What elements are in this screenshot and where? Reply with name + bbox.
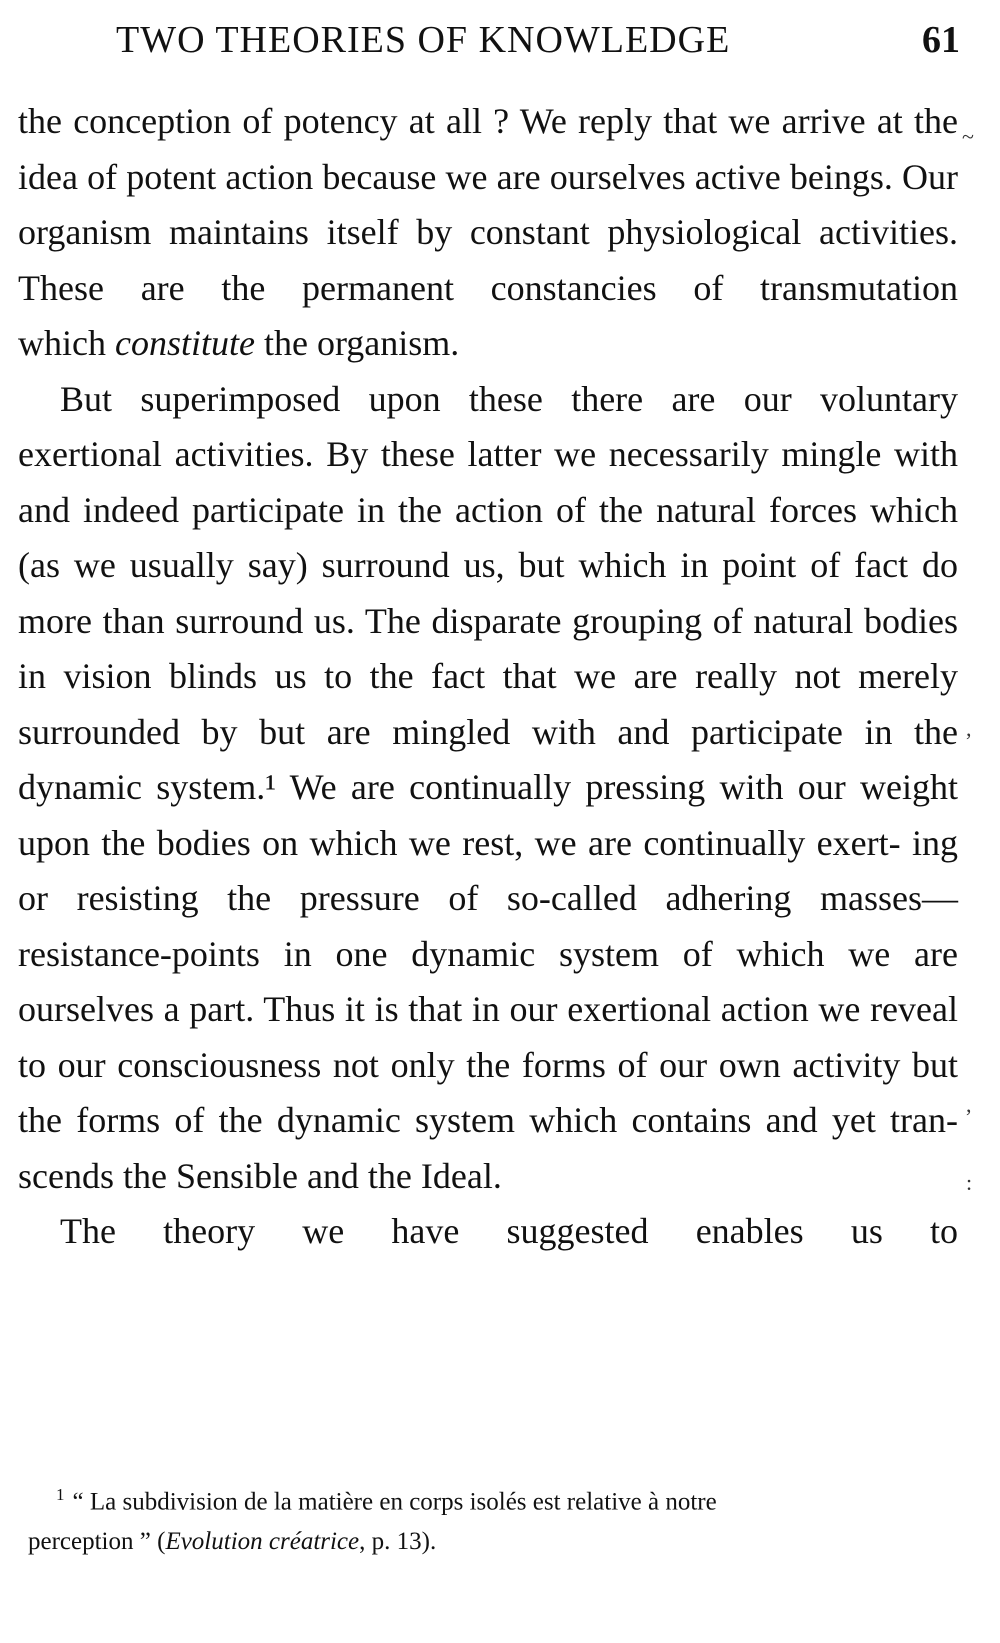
footnote-line-1: [28, 1475, 958, 1522]
running-title: TWO THEORIES OF KNOWLEDGE: [116, 19, 731, 61]
paragraph-2: [18, 372, 958, 1205]
text-line: ing or resisting the pressure of so-called adhering: [18, 822, 959, 918]
text-line: than surround us. The disparate grouping of natural: [102, 600, 854, 641]
text-line: the dynamic system which contains and yet tran-: [218, 1100, 959, 1140]
text-line: are the permanent constancies of transmutation: [140, 267, 958, 308]
text-line: masses—resistance-points in one dynamic system of: [18, 878, 958, 974]
text-fragment: the organism.: [254, 323, 460, 363]
margin-mark: :: [966, 1170, 973, 1195]
text-line: ourselves active beings. Our organism maintains: [18, 156, 958, 252]
margin-mark: ,: [966, 716, 972, 741]
paragraph-1: [18, 94, 958, 372]
margin-mark: ~: [962, 124, 974, 149]
text-line: only the forms of our own activity but the forms of: [18, 1044, 959, 1140]
text-line: bodies in vision blinds us to the fact that we are: [18, 600, 958, 696]
text-line: bodies on which we rest, we are continually exert-: [156, 822, 901, 863]
text-line: itself by constant physiological activities. These: [18, 212, 958, 308]
text-line: the action of the natural forces which (as we usually: [18, 489, 959, 585]
text-line: the conception of potency at all ? We reply that we: [18, 101, 771, 141]
text-line: The theory we have suggested enables us to: [60, 1211, 958, 1251]
body-text: [18, 94, 958, 1260]
running-head: [20, 18, 960, 68]
italic-word: constitute: [114, 323, 255, 363]
text-line-last: [18, 316, 958, 372]
text-line: are continually pressing with our weight upon the: [18, 767, 959, 863]
footnote-number: 1: [56, 1485, 65, 1504]
text-fragment: which: [18, 323, 115, 363]
text-line: say) surround us, but which in point of fact do more: [18, 545, 958, 641]
footnote-text: “ La subdivision de la matière en corps isolés est relative à notre: [72, 1488, 717, 1516]
text-line: arrive at the idea of potent action because we are: [18, 101, 959, 197]
footnote-line-2: [28, 1522, 958, 1562]
text-line: voluntary exertional activities. By these latter we: [18, 378, 958, 474]
text-line: exertional action we reveal to our consciousness not: [18, 989, 958, 1085]
text-line: necessarily mingle with and indeed participate in: [18, 434, 958, 530]
paragraph-3: [18, 1204, 958, 1260]
text-line: But superimposed upon these there are our: [60, 378, 792, 419]
footnote-italic-title: Evolution créatrice: [165, 1528, 360, 1556]
page-number: 61: [922, 19, 960, 61]
text-line-last: scends the Sensible and the Ideal.: [18, 1155, 502, 1196]
text-line: really not merely surrounded by but are mingled: [18, 656, 959, 752]
text-line: which we are ourselves a part. Thus it is that in our: [18, 933, 959, 1029]
footnote-text: , p. 13).: [359, 1528, 437, 1556]
margin-mark: ,: [966, 1092, 972, 1117]
text-line: with and participate in the dynamic system.¹ We: [18, 711, 959, 807]
footnote: [28, 1475, 958, 1562]
footnote-text: perception ” (: [28, 1528, 166, 1556]
